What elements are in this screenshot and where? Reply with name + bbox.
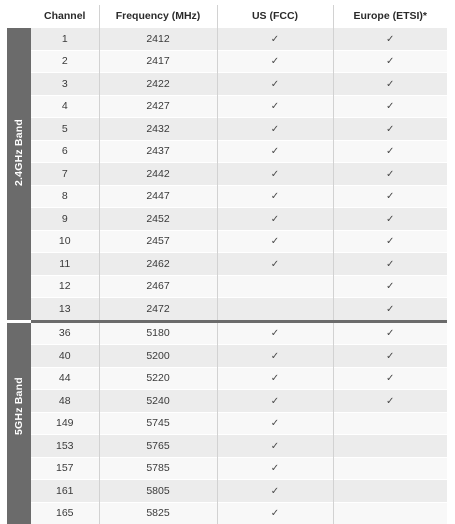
check-icon: ✓ (271, 101, 279, 112)
frequency-cell: 5200 (99, 345, 217, 368)
us-fcc-cell (217, 50, 333, 73)
us-fcc-cell (217, 390, 333, 413)
europe-etsi-cell (333, 298, 447, 322)
check-icon: ✓ (386, 56, 394, 67)
table-row (7, 435, 447, 458)
band-label: 2.4GHz Band (13, 162, 25, 186)
channel-frequency-table-container (7, 5, 447, 517)
check-icon: ✓ (386, 146, 394, 157)
table-row (7, 321, 447, 345)
europe-etsi-cell (333, 163, 447, 186)
check-icon: ✓ (386, 304, 394, 315)
frequency-cell: 5825 (99, 502, 217, 524)
us-fcc-cell (217, 230, 333, 253)
us-fcc-cell (217, 435, 333, 458)
europe-etsi-cell (333, 28, 447, 51)
europe-etsi-cell (333, 73, 447, 96)
check-icon: ✓ (386, 214, 394, 225)
table-row (7, 367, 447, 390)
table-row (7, 412, 447, 435)
europe-etsi-cell (333, 345, 447, 368)
frequency-cell: 2472 (99, 298, 217, 322)
check-icon: ✓ (386, 169, 394, 180)
table-row (7, 50, 447, 73)
channel-frequency-table (7, 5, 447, 524)
check-icon: ✓ (386, 79, 394, 90)
channel-cell: 1 (31, 28, 99, 51)
us-fcc-cell (217, 28, 333, 51)
channel-cell: 2 (31, 50, 99, 73)
channel-cell: 157 (31, 457, 99, 480)
band-label: 5GHz Band (13, 411, 25, 435)
europe-etsi-cell (333, 480, 447, 503)
channel-cell: 10 (31, 230, 99, 253)
check-icon: ✓ (386, 328, 394, 339)
table-row (7, 208, 447, 231)
check-icon: ✓ (386, 373, 394, 384)
channel-cell: 11 (31, 253, 99, 276)
table-row (7, 457, 447, 480)
europe-etsi-cell (333, 208, 447, 231)
table-row (7, 480, 447, 503)
table-row (7, 275, 447, 298)
header-europe-etsi: Europe (ETSI)* (333, 5, 447, 28)
check-icon: ✓ (386, 281, 394, 292)
channel-cell: 165 (31, 502, 99, 524)
channel-cell: 4 (31, 95, 99, 118)
check-icon: ✓ (386, 101, 394, 112)
band-label-cell (7, 321, 31, 524)
check-icon: ✓ (271, 441, 279, 452)
band-label-cell (7, 28, 31, 322)
check-icon: ✓ (271, 124, 279, 135)
channel-cell: 7 (31, 163, 99, 186)
europe-etsi-cell (333, 253, 447, 276)
check-icon: ✓ (386, 191, 394, 202)
channel-cell: 6 (31, 140, 99, 163)
europe-etsi-cell (333, 230, 447, 253)
us-fcc-cell (217, 412, 333, 435)
channel-cell: 13 (31, 298, 99, 322)
channel-cell: 36 (31, 321, 99, 345)
check-icon: ✓ (271, 463, 279, 474)
frequency-cell: 5765 (99, 435, 217, 458)
channel-cell: 161 (31, 480, 99, 503)
check-icon: ✓ (386, 34, 394, 45)
header-channel: Channel (31, 5, 99, 28)
frequency-cell: 2452 (99, 208, 217, 231)
header-corner (7, 5, 31, 28)
us-fcc-cell (217, 298, 333, 322)
europe-etsi-cell (333, 390, 447, 413)
europe-etsi-cell (333, 275, 447, 298)
us-fcc-cell (217, 345, 333, 368)
frequency-cell: 2462 (99, 253, 217, 276)
check-icon: ✓ (386, 396, 394, 407)
check-icon: ✓ (271, 486, 279, 497)
frequency-cell: 5180 (99, 321, 217, 345)
channel-cell: 9 (31, 208, 99, 231)
table-row (7, 185, 447, 208)
us-fcc-cell (217, 253, 333, 276)
us-fcc-cell (217, 118, 333, 141)
check-icon: ✓ (271, 508, 279, 519)
check-icon: ✓ (271, 169, 279, 180)
us-fcc-cell (217, 321, 333, 345)
channel-cell: 12 (31, 275, 99, 298)
check-icon: ✓ (271, 34, 279, 45)
channel-cell: 153 (31, 435, 99, 458)
us-fcc-cell (217, 95, 333, 118)
frequency-cell: 2467 (99, 275, 217, 298)
header-us-fcc: US (FCC) (217, 5, 333, 28)
check-icon: ✓ (271, 146, 279, 157)
table-row (7, 73, 447, 96)
check-icon: ✓ (271, 373, 279, 384)
europe-etsi-cell (333, 412, 447, 435)
us-fcc-cell (217, 140, 333, 163)
europe-etsi-cell (333, 95, 447, 118)
table-row (7, 118, 447, 141)
us-fcc-cell (217, 457, 333, 480)
table-row (7, 390, 447, 413)
check-icon: ✓ (386, 351, 394, 362)
us-fcc-cell (217, 163, 333, 186)
check-icon: ✓ (386, 236, 394, 247)
table-row (7, 28, 447, 51)
check-icon: ✓ (271, 396, 279, 407)
table-header-row (7, 5, 447, 28)
europe-etsi-cell (333, 118, 447, 141)
table-row (7, 298, 447, 322)
frequency-cell: 2412 (99, 28, 217, 51)
channel-cell: 44 (31, 367, 99, 390)
check-icon: ✓ (386, 124, 394, 135)
check-icon: ✓ (271, 79, 279, 90)
check-icon: ✓ (271, 259, 279, 270)
check-icon: ✓ (386, 259, 394, 270)
frequency-cell: 2417 (99, 50, 217, 73)
europe-etsi-cell (333, 321, 447, 345)
check-icon: ✓ (271, 418, 279, 429)
frequency-cell: 5220 (99, 367, 217, 390)
channel-cell: 40 (31, 345, 99, 368)
us-fcc-cell (217, 73, 333, 96)
europe-etsi-cell (333, 367, 447, 390)
table-row (7, 253, 447, 276)
us-fcc-cell (217, 275, 333, 298)
frequency-cell: 5805 (99, 480, 217, 503)
channel-cell: 5 (31, 118, 99, 141)
frequency-cell: 5240 (99, 390, 217, 413)
frequency-cell: 2432 (99, 118, 217, 141)
check-icon: ✓ (271, 214, 279, 225)
table-row (7, 230, 447, 253)
check-icon: ✓ (271, 56, 279, 67)
europe-etsi-cell (333, 140, 447, 163)
table-row (7, 140, 447, 163)
table-row (7, 95, 447, 118)
us-fcc-cell (217, 367, 333, 390)
europe-etsi-cell (333, 50, 447, 73)
channel-cell: 8 (31, 185, 99, 208)
check-icon: ✓ (271, 191, 279, 202)
us-fcc-cell (217, 208, 333, 231)
table-row (7, 163, 447, 186)
us-fcc-cell (217, 480, 333, 503)
frequency-cell: 2427 (99, 95, 217, 118)
europe-etsi-cell (333, 457, 447, 480)
europe-etsi-cell (333, 185, 447, 208)
check-icon: ✓ (271, 351, 279, 362)
table-body (7, 28, 447, 524)
us-fcc-cell (217, 185, 333, 208)
table-row (7, 345, 447, 368)
frequency-cell: 2447 (99, 185, 217, 208)
frequency-cell: 2437 (99, 140, 217, 163)
header-frequency: Frequency (MHz) (99, 5, 217, 28)
channel-cell: 3 (31, 73, 99, 96)
frequency-cell: 2442 (99, 163, 217, 186)
frequency-cell: 5785 (99, 457, 217, 480)
europe-etsi-cell (333, 435, 447, 458)
channel-cell: 149 (31, 412, 99, 435)
frequency-cell: 5745 (99, 412, 217, 435)
channel-cell: 48 (31, 390, 99, 413)
check-icon: ✓ (271, 236, 279, 247)
frequency-cell: 2422 (99, 73, 217, 96)
check-icon: ✓ (271, 328, 279, 339)
frequency-cell: 2457 (99, 230, 217, 253)
